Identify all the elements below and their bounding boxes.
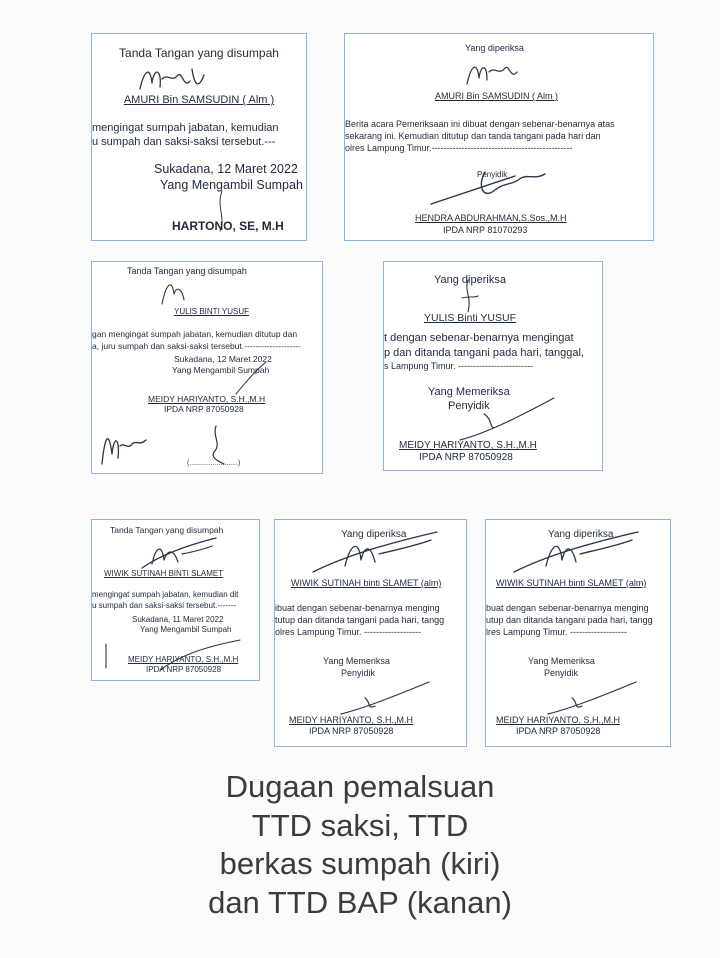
document-clip-bap-amuri [344, 33, 654, 241]
sworn-person-name: AMURI Bin SAMSUDIN ( Alm ) [123, 94, 275, 106]
clip-heading: Yang diperiksa [465, 43, 524, 53]
role-label: Yang Mengambil Sumpah [172, 365, 270, 375]
role-label: Penyidik [341, 668, 376, 678]
body-line: olres Lampung Timur.----------------------------------------------- [345, 143, 573, 153]
officer-nrp: IPDA NRP 87050928 [164, 404, 244, 414]
examined-person-name: WIWIK SUTINAH binti SLAMET (alm) [291, 578, 442, 588]
role-label: Penyidik [544, 668, 579, 678]
sworn-person-name: WIWIK SUTINAH BINTI SLAMET [104, 569, 224, 578]
body-line: tutup dan ditanda tangani pada hari, tangg [275, 615, 445, 625]
officer-name: MEIDY HARIYANTO, S.H.,M.H [148, 394, 266, 404]
officer-name: MEIDY HARIYANTO, S.H.,M.H [128, 655, 239, 664]
body-line: gan mengingat sumpah jabatan, kemudian ditutup dan [92, 329, 298, 339]
clip-heading: Yang diperiksa [548, 529, 614, 540]
role-label: Yang Mengambil Sumpah [140, 625, 232, 634]
body-line: s Lampung Timur. ------------------------- [384, 361, 533, 371]
body-line: buat dengan sebenar-benarnya menging [486, 603, 649, 613]
signature-image [335, 678, 435, 718]
signature-image [132, 534, 222, 572]
caption-line: dan TTD BAP (kanan) [208, 884, 512, 920]
signature-image [152, 274, 192, 308]
document-clip-bap-yulis [383, 261, 603, 471]
examined-person-name: WIWIK SUTINAH binti SLAMET (alm) [496, 578, 647, 588]
caption-line: Dugaan pemalsuan [225, 769, 495, 804]
role-label: Yang Memeriksa [428, 386, 510, 398]
caption [0, 768, 720, 922]
officer-nrp: IPDA NRP 87050928 [419, 452, 513, 463]
role-label: Penyidik [477, 170, 508, 179]
signature-dotted-line: (.........................) [187, 460, 241, 467]
place-date: Sukadana, 12 Maret 2022 [154, 162, 298, 176]
signature-image [94, 414, 154, 472]
body-line: Berita acara Pemeriksaan ini dibuat dengan sebenar-benarnya atas [345, 119, 615, 129]
signature-image [542, 678, 642, 718]
caption-line: TTD saksi, TTD [251, 807, 469, 843]
document-clip-bap-wiwik-1 [274, 519, 467, 747]
role-label: Yang Memeriksa [323, 656, 390, 666]
examined-person-name: YULIS Binti YUSUF [424, 312, 517, 324]
body-line: olres Lampung Timur. ------------------- [275, 627, 421, 637]
body-line: sekarang ini. Kemudian ditutup dan tanda tangani pada hari dan [345, 131, 601, 141]
officer-name: MEIDY HARIYANTO, S.H.,M.H [289, 715, 414, 725]
body-line: mengingat sumpah jabatan, kemudian [92, 122, 279, 134]
body-line: t dengan sebenar-benarnya mengingat [384, 332, 574, 344]
role-label: Yang Mengambil Sumpah [160, 178, 303, 192]
place-date: Sukadana, 11 Maret 2022 [132, 615, 224, 624]
officer-name: MEIDY HARIYANTO, S.H.,M.H [399, 440, 537, 451]
clip-heading: Yang diperiksa [434, 274, 506, 286]
clip-heading: Tanda Tangan yang disumpah [119, 46, 279, 60]
document-clip-bap-wiwik-2 [485, 519, 671, 747]
officer-nrp: IPDA NRP 81070293 [443, 225, 528, 235]
signature-image [457, 54, 527, 90]
body-line: u sumpah dan saksi-saksi tersebut.--- [92, 136, 276, 148]
document-clip-sumpah-amuri [91, 33, 307, 241]
body-line: utup dan ditanda tangani pada hari, tangg [486, 615, 653, 625]
officer-name: HARTONO, SE, M.H [172, 219, 284, 233]
examined-person-name: AMURI Bin SAMSUDIN ( Alm ) [435, 91, 559, 101]
officer-name: MEIDY HARIYANTO, S.H.,M.H [496, 715, 621, 725]
body-line: lres Lampung Timur. ------------------- [486, 627, 627, 637]
clip-heading: Tanda Tangan yang disumpah [110, 525, 224, 535]
body-line: a, juru sumpah dan saksi-saksi tersebut.-------------------- [92, 341, 301, 351]
officer-name: HENDRA ABDURAHMAN,S.Sos.,M.H [415, 213, 567, 223]
role-label: Yang Memeriksa [528, 656, 595, 666]
signature-image [132, 61, 212, 97]
clip-heading: Tanda Tangan yang disumpah [127, 266, 247, 276]
sworn-person-name: YULIS BINTI YUSUF [174, 307, 249, 316]
officer-nrp: IPDA NRP 87050928 [516, 726, 601, 736]
place-date: Sukadana, 12 Maret 2022 [174, 354, 272, 364]
body-line: p dan ditanda tangani pada hari, tanggal, [384, 347, 584, 359]
document-clip-sumpah-yulis [91, 261, 323, 474]
body-line: u sumpah dan saksi-saksi tersebut.------- [92, 601, 237, 610]
role-label: Penyidik [448, 400, 490, 412]
document-clip-sumpah-wiwik [91, 519, 260, 681]
officer-nrp: IPDA NRP 87050928 [309, 726, 394, 736]
caption-line: berkas sumpah (kiri) [219, 846, 501, 881]
clip-heading: Yang diperiksa [341, 529, 407, 540]
body-line: ibuat dengan sebenar-benarnya menging [275, 603, 440, 613]
officer-nrp: IPDA NRP 87050928 [146, 665, 222, 674]
body-line: mengingat sumpah jabatan, kemudian dit [92, 590, 239, 599]
